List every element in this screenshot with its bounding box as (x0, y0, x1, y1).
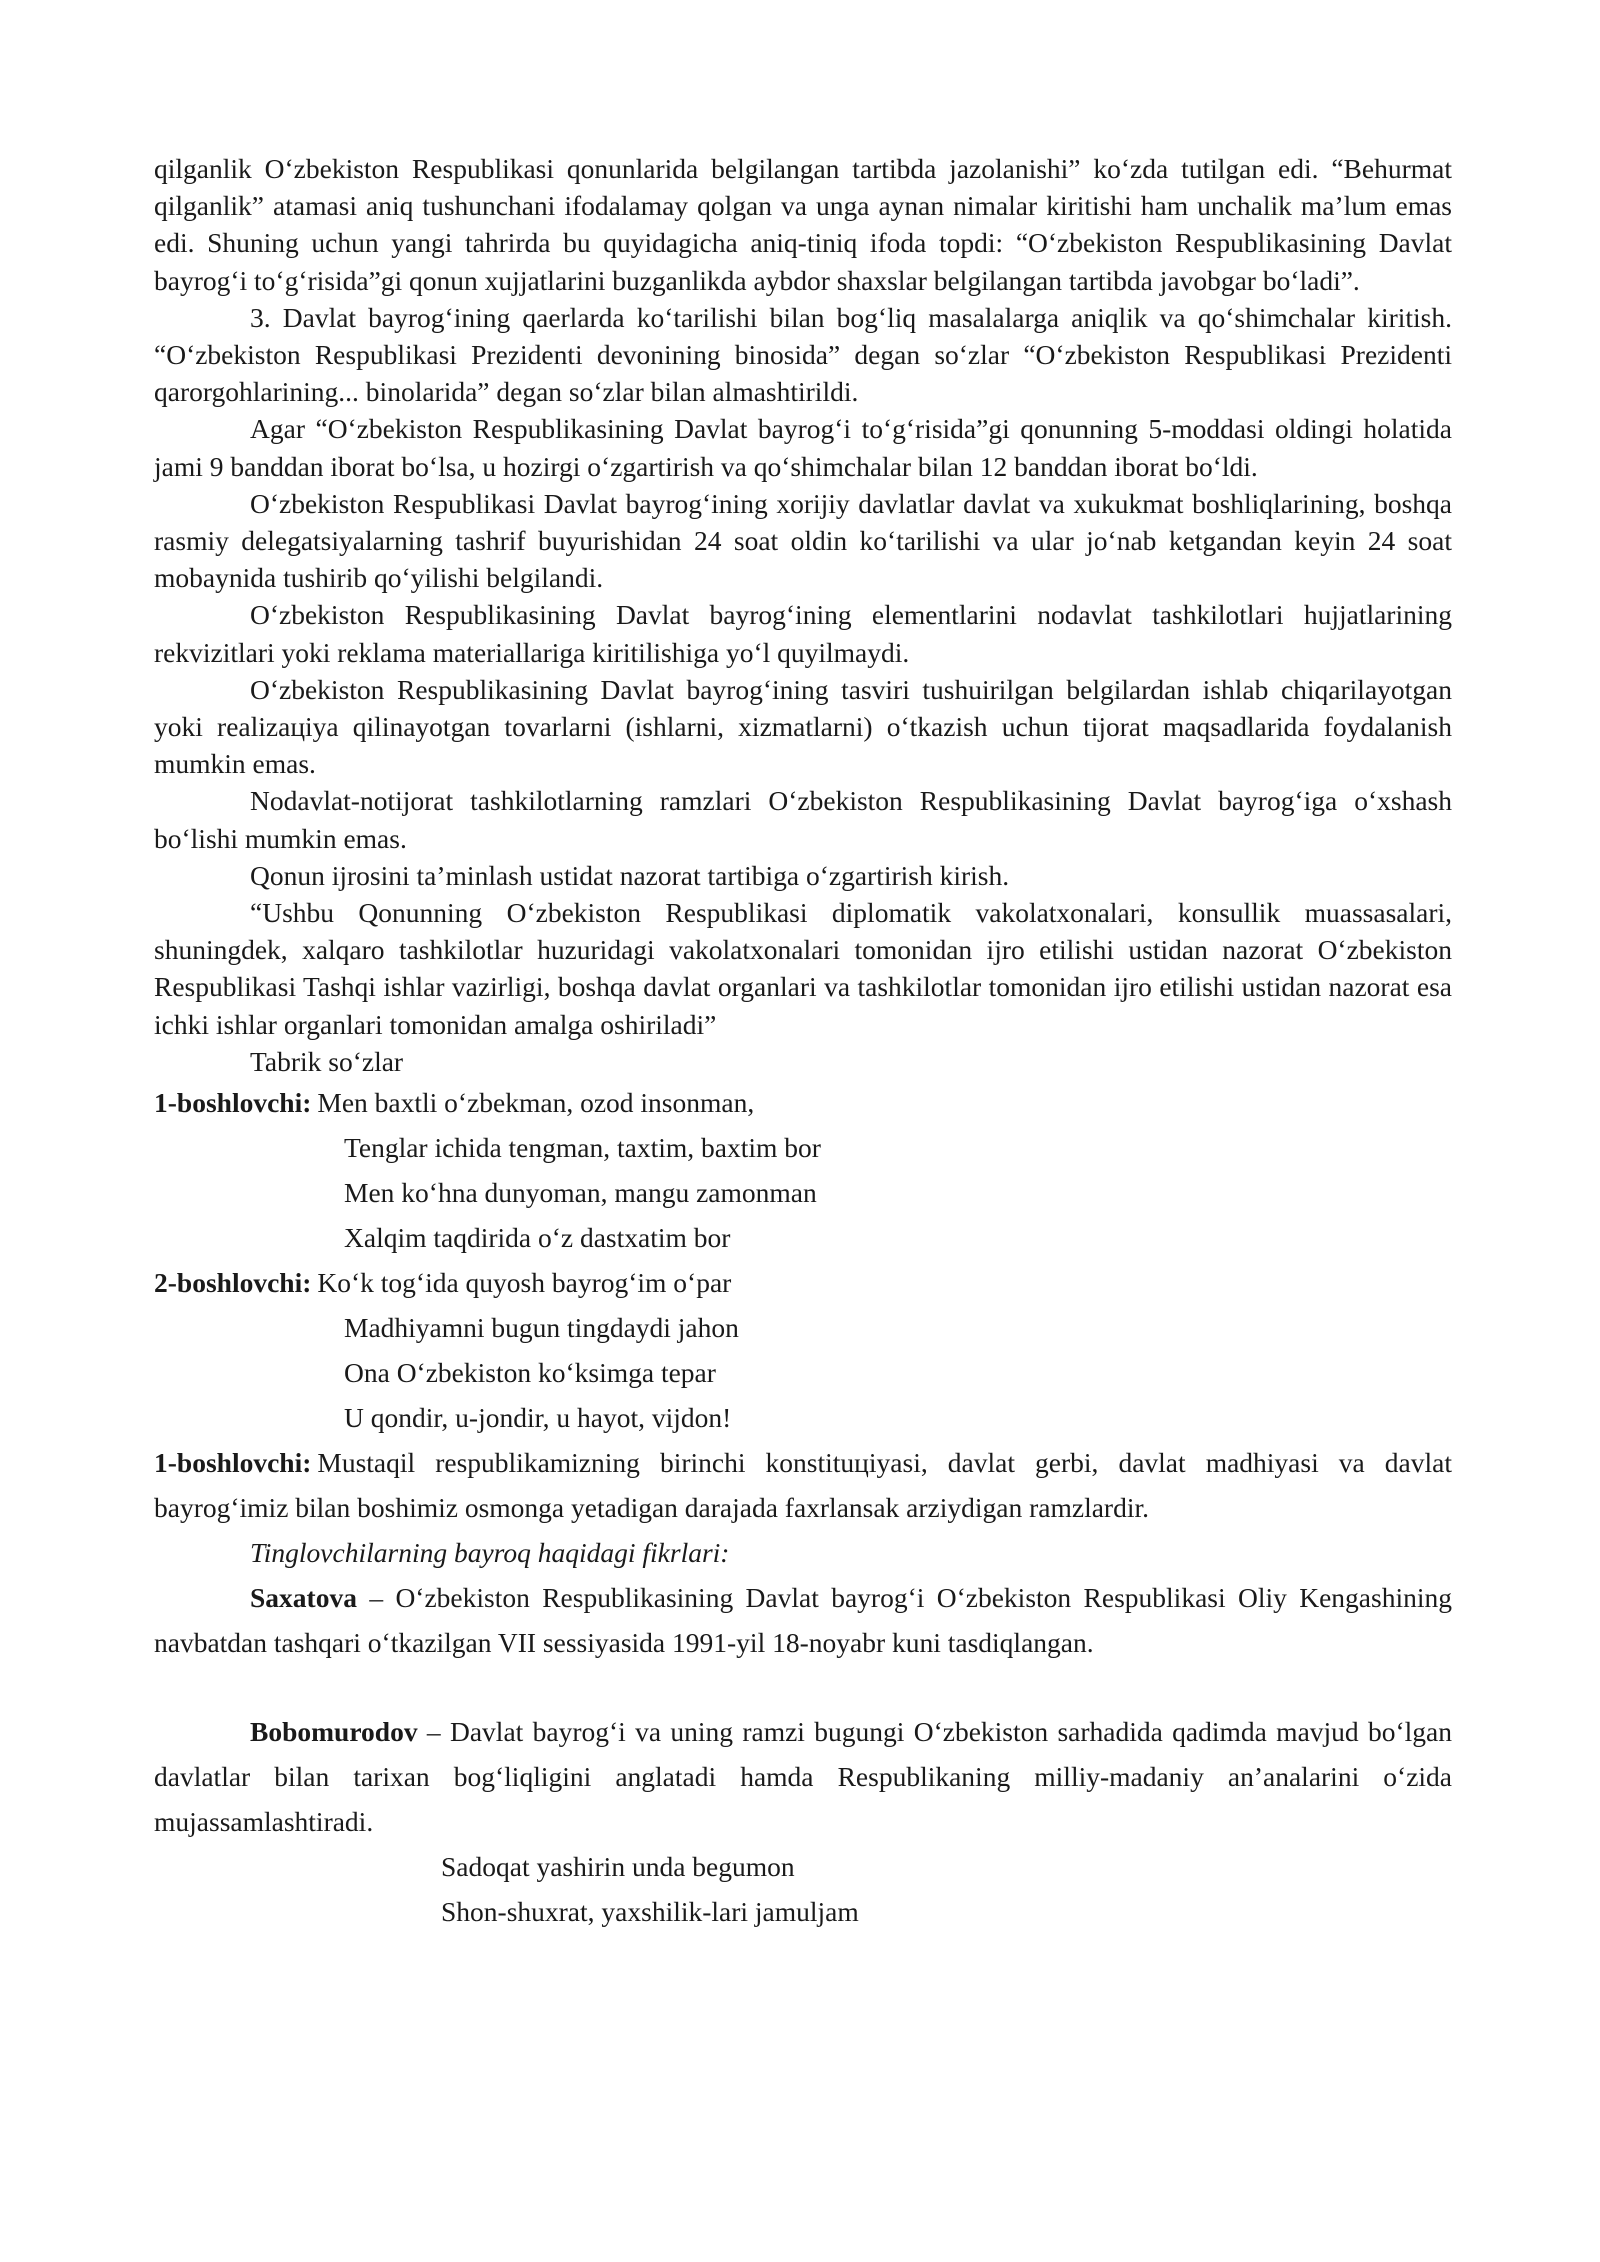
paragraph-item-3: 3. Davlat bayrog‘ining qaerlarda ko‘tarilishi bilan bog‘liq masalalarga aniqlik va qo‘shimchalar kiritish. “O‘zbekiston Respublikasi Prezidenti devonining binosida” degan so‘zlar “O‘zbekiston Respublikasi Prezidenti qarorgohlarining... binolarida” degan so‘zlar bilan almashtirildi. (154, 301, 1452, 408)
paragraph-requisites: O‘zbekiston Respublikasining Davlat bayrog‘ining elementlarini nodavlat tashkilotlari hujjatlarining rekvizitlari yoki reklama materiallariga kiritilishiga yo‘l quyilmaydi. (154, 599, 1452, 668)
closing-verse-line: Sadoqat yashirin unda begumon (441, 1851, 795, 1883)
opinions-heading: Tinglovchilarning bayroq haqidagi fikrlari: (250, 1537, 730, 1569)
verse-line: Men ko‘hna dunyoman, mangu zamonman (344, 1177, 817, 1209)
verse-line: Ona O‘zbekiston ko‘ksimga tepar (344, 1357, 716, 1389)
blank-line (154, 1665, 1452, 1709)
opinion-bobomurodov (154, 1709, 1452, 1844)
opinion-text: – O‘zbekiston Respublikasining Davlat bayrog‘i O‘zbekiston Respublikasi Oliy Kengashining navbatdan tashqari o‘tkazilgan VII sessiyasida 1991-yil 18-noyabr kuni tasdiqlangan. (154, 1582, 1452, 1659)
verse-line: Men baxtli o‘zbekman, ozod insonman, (317, 1087, 755, 1119)
speaker-label: 1-boshlovchi: (154, 1447, 312, 1479)
paragraph-control-order: Qonun ijrosini ta’minlash ustidat nazorat tartibiga o‘zgartirish kirish. (250, 859, 1010, 891)
document-body (154, 150, 1452, 1934)
speech-block-3 (154, 1440, 1452, 1530)
verse-block-2 (154, 1260, 1452, 1305)
verse-line: U qondir, u-jondir, u hayot, vijdon! (344, 1402, 732, 1434)
speaker-label: 1-boshlovchi: (154, 1087, 312, 1119)
verse-line: Ko‘k tog‘ida quyosh bayrog‘im o‘par (317, 1267, 732, 1299)
closing-verse-line: Shon-shuxrat, yaxshilik-lari jamuljam (441, 1896, 859, 1928)
person-name: Saxatova (250, 1582, 357, 1614)
paragraph-penalty: qilganlik O‘zbekiston Respublikasi qonunlarida belgilangan tartibda jazolanishi” ko‘zda tutilgan edi. “Behurmat qilganlik” atamasi aniq tushunchani ifodalamay qolgan va unga aynan nimalar kiritishi ham unchalik ma’lum emas edi. Shuning uchun yangi tahrirda bu quyidagicha aniq-tiniq ifoda topdi: “O‘zbekiston Respublikasining Davlat bayrog‘i to‘g‘risida”gi qonun xujjatlarini buzganlikda aybdor shaxslar belgilangan tartibda javobgar bo‘ladi”. (154, 153, 1452, 296)
verse-line: Xalqim taqdirida o‘z dastxatim bor (344, 1222, 731, 1254)
person-name: Bobomurodov (250, 1716, 418, 1748)
paragraph-law-control: “Ushbu Qonunning O‘zbekiston Respublikasi diplomatik vakolatxonalari, konsullik muassasalari, shuningdek, xalqaro tashkilotlar huzuridagi vakolatxonalari tomonidan ijro etilishi ustidan nazorat O‘zbekiston Respublikasi Tashqi ishlar vazirligi, boshqa davlat organlari va tashkilotlar tomonidan ijro etilishi ustidan nazorat esa ichki ishlar organlari tomonidan amalga oshiriladi” (154, 897, 1452, 1040)
verse-block-1 (154, 1080, 1452, 1125)
verse-line: Madhiyamni bugun tingdaydi jahon (344, 1312, 739, 1344)
section-heading-greetings: Tabrik so‘zlar (250, 1045, 404, 1077)
opinion-text: – Davlat bayrog‘i va uning ramzi bugungi O‘zbekiston sarhadida qadimda mavjud bo‘lgan davlatlar bilan tarixan bog‘liqligini anglatadi hamda Respublikaning milliy-madaniy an’analarini o‘zida mujassamlashtiradi. (154, 1716, 1452, 1838)
paragraph-foreign-visits: O‘zbekiston Respublikasi Davlat bayrog‘ining xorijiy davlatlar davlat va xukukmat boshliqlarining, boshqa rasmiy delegatsiyalarning tashrif buyurishidan 24 soat oldin ko‘tarilishi va ular jo‘nab ketgandan keyin 24 soat mobaynida tushirib qo‘yilishi belgilandi. (154, 487, 1452, 594)
paragraph-commercial-use: O‘zbekiston Respublikasining Davlat bayrog‘ining tasviri tushuirilgan belgilardan ishlab chiqarilayotgan yoki realizaцiya qilinayotgan tovarlarni (ishlarni, xizmatlarni) o‘tkazish uchun tijorat maqsadlarida foydalanish mumkin emas. (154, 673, 1452, 780)
verse-line: Tenglar ichida tengman, taxtim, baxtim bor (344, 1132, 821, 1164)
paragraph-article-5: Agar “O‘zbekiston Respublikasining Davlat bayrog‘i to‘g‘risida”gi qonunning 5-moddasi oldingi holatida jami 9 banddan iborat bo‘lsa, u hozirgi o‘zgartirish va qo‘shimchalar bilan 12 banddan iborat bo‘ldi. (154, 413, 1452, 482)
paragraph-ngo-symbols: Nodavlat-notijorat tashkilotlarning ramzlari O‘zbekiston Respublikasining Davlat bayrog‘iga o‘xshash bo‘lishi mumkin emas. (154, 785, 1452, 854)
speech-text: Mustaqil respublikamizning birinchi konstituцiyasi, davlat gerbi, davlat madhiyasi va davlat bayrog‘imiz bilan boshimiz osmonga yetadigan darajada faxrlansak arziydigan ramzlardir. (154, 1447, 1452, 1524)
opinion-saxatova (154, 1575, 1452, 1665)
speaker-label: 2-boshlovchi: (154, 1267, 312, 1299)
